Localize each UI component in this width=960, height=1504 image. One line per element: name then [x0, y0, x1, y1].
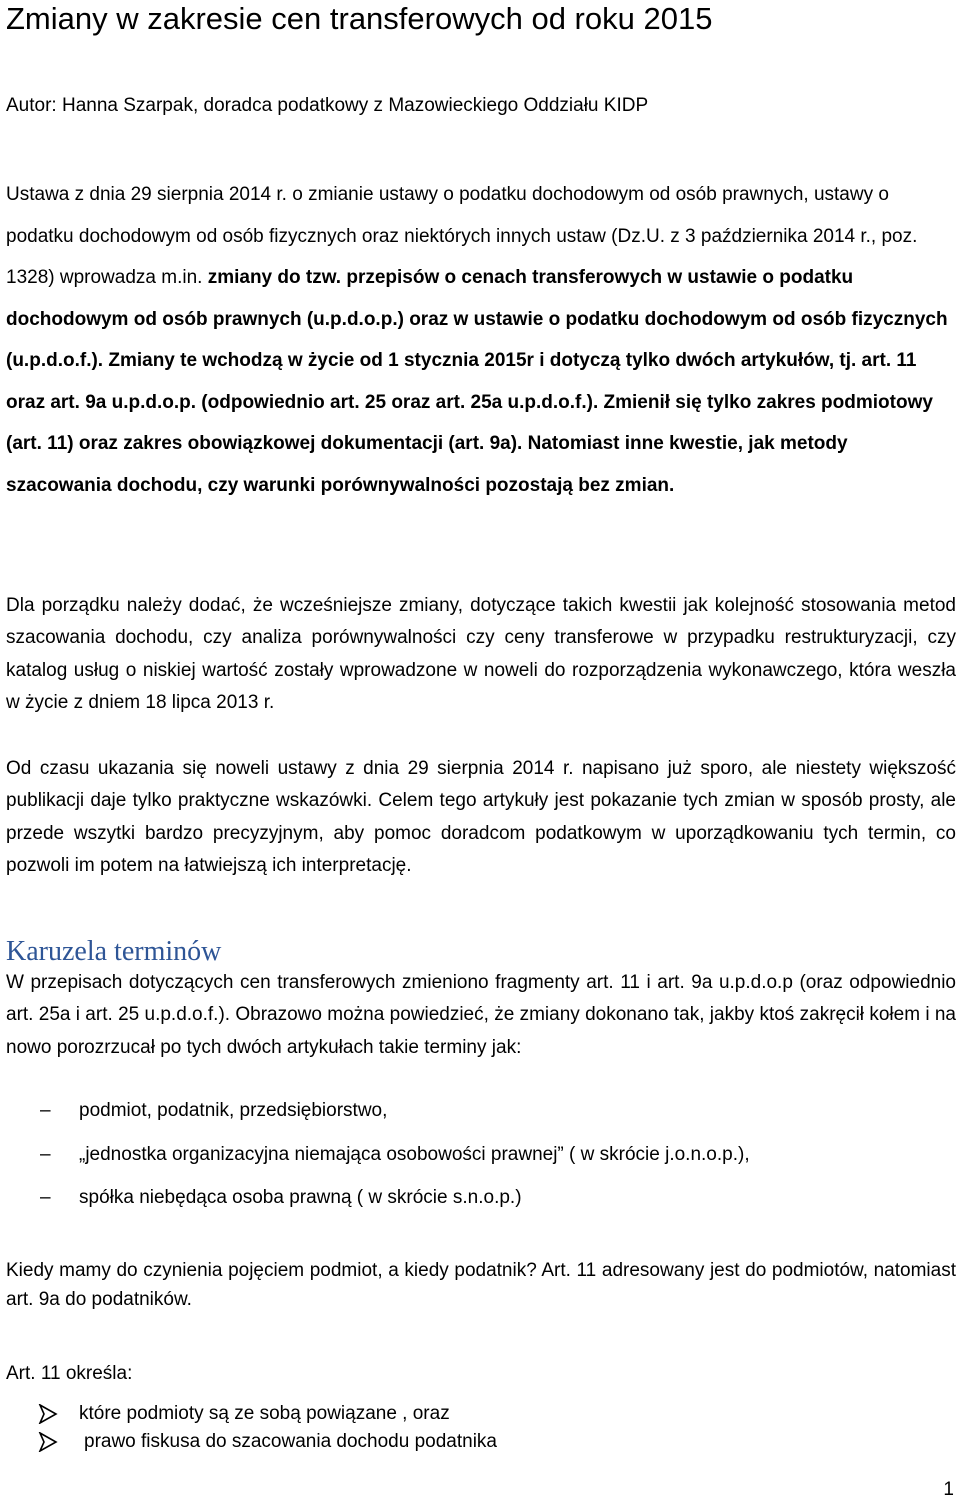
- arrowhead-bullet-icon: [38, 1432, 58, 1452]
- lead-bold-text: zmiany do tzw. przepisów o cenach transferowych w ustawie o podatku dochodowym od osób prawnych (u.p.d.o.p.) oraz w ustawie o podatku dochodowym od osób fizycznych (u.p.d.o.f.). Zmiany te wchodzą w życie od 1 stycznia 2015r i dotyczą tylko dwóch artykułów, tj. art. 11 oraz art. 9a u.p.d.o.p. (odpowiednio art. 25 oraz art. 25a u.p.d.o.f.). Zmienił się tylko zakres podmiotowy (art. 11) oraz zakres obowiązkowej dokumentacji (art. 9a). Natomiast inne kwestie, jak metody szacowania dochodu, czy warunki porównywalności pozostają bez zmian.: [6, 267, 948, 496]
- list-item-text: które podmioty są ze sobą powiązane , oraz: [79, 1403, 450, 1424]
- author-line: Autor: Hanna Szarpak, doradca podatkowy z Mazowieckiego Oddziału KIDP: [6, 95, 649, 116]
- arrowhead-bullet-icon: [38, 1404, 58, 1424]
- dash-bullet: –: [40, 1187, 51, 1208]
- list-item: [0, 1400, 960, 1428]
- paragraph-entity-vs-taxpayer: Kiedy mamy do czynienia pojęciem podmiot, a kiedy podatnik? Art. 11 adresowany jest do podmiotów, natomiast art. 9a do podatników.: [6, 1260, 956, 1310]
- paragraph-terms-intro: W przepisach dotyczących cen transferowych zmieniono fragmenty art. 11 i art. 9a u.p.d.o.p (oraz odpowiednio art. 25a i art. 25 u.p.d.o.f.). Obrazowo można powiedzieć, że zmiany dokonano tak, jakby ktoś zakręcił kołem i na nowo porozrzucał po tych dwóch artykułach takie terminy jak:: [6, 972, 956, 1058]
- document-title: Zmiany w zakresie cen transferowych od roku 2015: [6, 1, 713, 36]
- page-number: 1: [943, 1479, 954, 1500]
- list-item-text: „jednostka organizacyjna niemająca osobowości prawnej” ( w skrócie j.o.n.o.p.),: [79, 1143, 750, 1165]
- dash-bullet: –: [40, 1100, 51, 1121]
- list-item-text: podmiot, podatnik, przedsiębiorstwo,: [79, 1100, 388, 1121]
- list-item: [0, 1428, 960, 1456]
- paragraph-art11: Art. 11 określa:: [6, 1363, 133, 1384]
- section-heading: Karuzela terminów: [6, 936, 222, 967]
- lead-paragraph: [6, 174, 950, 506]
- terms-dash-list: [0, 1097, 960, 1228]
- list-item-text: spółka niebędąca osoba prawną ( w skrócie s.n.o.p.): [79, 1187, 522, 1208]
- paragraph-previous-changes: Dla porządku należy dodać, że wcześniejsze zmiany, dotyczące takich kwestii jak kolejność stosowania metod szacowania dochodu, czy analiza porównywalności czy ceny transferowe w przypadku restrukturyzacji, czy katalog usług o niskiej wartość zostały wprowadzone w noweli do rozporządzenia wykonawczego, która weszła w życie z dniem 18 lipca 2013 r.: [6, 595, 956, 713]
- art11-arrow-list: [0, 1400, 960, 1456]
- paragraph-purpose: Od czasu ukazania się noweli ustawy z dnia 29 sierpnia 2014 r. napisano już sporo, ale niestety większość publikacji daje tylko praktyczne wskazówki. Celem tego artykuły jest pokazanie tych zmian w sposób prosty, ale przede wszytki bardzo precyzyjnym, aby pomoc doradcom podatkowym w uporządkowaniu tych termin, co pozwoli im potem na łatwiejszą ich interpretację.: [6, 758, 956, 876]
- lead-regular-text: Ustawa z dnia 29 sierpnia 2014 r. o zmianie ustawy o podatku dochodowym od osób prawnych, ustawy o podatku dochodowym od osób fizycznych oraz niektórych innych ustaw (Dz.U. z 3 października 2014 r., poz. 1328) wprowadza m.in.: [6, 184, 918, 288]
- list-item: [0, 1141, 960, 1185]
- dash-bullet: –: [40, 1143, 51, 1165]
- list-item-text: prawo fiskusa do szacowania dochodu podatnika: [84, 1431, 497, 1452]
- list-item: [0, 1097, 960, 1141]
- list-item: [0, 1184, 960, 1228]
